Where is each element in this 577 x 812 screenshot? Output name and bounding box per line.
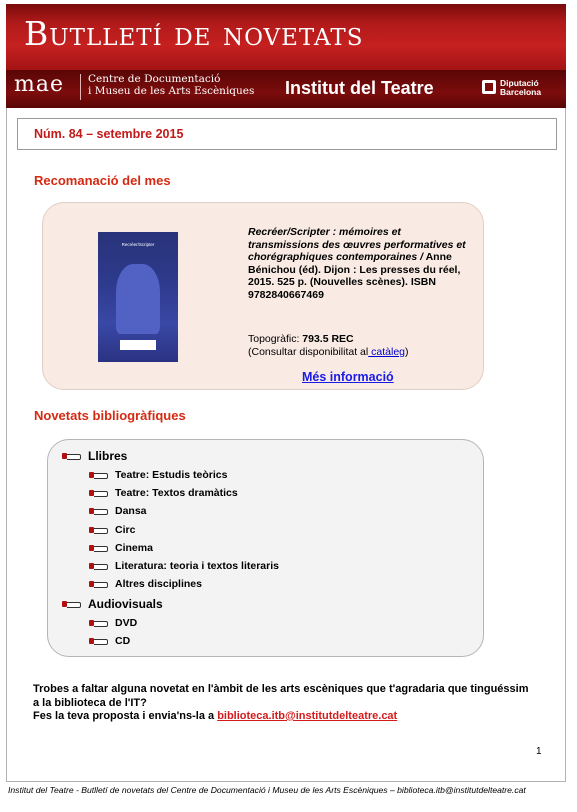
book-cover-image[interactable] <box>98 232 178 362</box>
cover-figure <box>116 264 160 334</box>
mae-logo: mae <box>14 72 64 97</box>
list-item-label: Teatre: Estudis teòrics <box>115 469 228 481</box>
pointing-hand-icon <box>62 452 80 460</box>
list-item[interactable] <box>89 524 135 536</box>
catalog-link[interactable]: catàleg <box>368 345 406 358</box>
list-item-label: Cinema <box>115 542 153 554</box>
centre-line2: i Museu de les Arts Escèniques <box>88 85 255 97</box>
novetats-heading: Novetats bibliogràfiques <box>34 408 186 423</box>
list-item-label: DVD <box>115 617 138 629</box>
list-item[interactable] <box>89 578 202 590</box>
list-item-label: CD <box>115 635 131 647</box>
pointing-hand-icon <box>89 526 107 534</box>
pointing-hand-icon <box>89 619 107 627</box>
issue-box <box>17 118 557 150</box>
institut-logo: Institut del Teatre <box>285 78 434 98</box>
book-record <box>248 226 470 302</box>
diputacio-line2: Barcelona <box>500 87 542 97</box>
book-title: Recréer/Scripter : mémoires et transmissions des œuvres performatives et chorégraphiques contemporaines / <box>248 226 466 264</box>
centre-name <box>88 73 254 97</box>
pointing-hand-icon <box>89 471 107 479</box>
proposal-question: Trobes a faltar alguna novetat en l'àmbit de les arts escèniques que t'agradaria que tinguéssim a la biblioteca de l'IT? <box>33 683 529 709</box>
pointing-hand-icon <box>89 544 107 552</box>
pointing-hand-icon <box>89 562 107 570</box>
list-item[interactable] <box>89 635 130 647</box>
diputacio-line1: Diputació <box>500 78 539 88</box>
topo-value: 793.5 REC <box>302 333 354 345</box>
barcode-label <box>120 340 156 350</box>
list-item[interactable] <box>89 487 238 499</box>
availability-suffix: ) <box>405 345 409 358</box>
proposal-prompt: Fes la teva proposta i envia'ns-la a <box>33 710 218 722</box>
list-item-label: Circ <box>115 524 136 536</box>
list-item-label: Teatre: Textos dramàtics <box>115 487 238 499</box>
issue-number: Núm. 84 – setembre 2015 <box>34 127 184 141</box>
more-info-link[interactable]: Més informació <box>302 370 394 384</box>
list-item-label: Audiovisuals <box>88 597 163 611</box>
proposal-call <box>33 710 533 724</box>
list-item[interactable] <box>89 469 227 481</box>
pointing-hand-icon <box>89 637 107 645</box>
list-item-label: Literatura: teoria i textos literaris <box>115 560 279 572</box>
centre-line1: Centre de Documentació <box>88 73 221 85</box>
list-item-llibres[interactable] <box>62 449 127 463</box>
pointing-hand-icon <box>89 507 107 515</box>
pointing-hand-icon <box>62 600 80 608</box>
list-item-audiovisuals[interactable] <box>62 597 163 611</box>
pointing-hand-icon <box>89 489 107 497</box>
footer: Institut del Teatre - Butlletí de novetats del Centre de Documentació i Museu de les Arts Escèniques – biblioteca.itb@institutdelteatre.cat <box>8 785 526 795</box>
proposal-text <box>33 683 533 724</box>
availability-prefix: (Consultar disponibilitat al <box>248 345 369 358</box>
list-item[interactable] <box>89 617 137 629</box>
topo-label: Topogràfic: <box>248 333 303 345</box>
list-item-label: Dansa <box>115 505 147 517</box>
bulletin-title: Butlletí de novetats <box>24 14 364 53</box>
book-details: Anne Bénichou (éd). Dijon : Les presses du réel, 2015. 525 p. (Nouvelles scènes). ISBN 9782840667469 <box>248 251 461 301</box>
logo-divider <box>80 74 81 100</box>
page-number: 1 <box>536 746 542 757</box>
list-item-label: Llibres <box>88 449 128 463</box>
shelfmark <box>248 333 409 358</box>
list-item-label: Altres disciplines <box>115 578 202 590</box>
pointing-hand-icon <box>89 580 107 588</box>
recommendation-heading: Recomanació del mes <box>34 173 171 188</box>
email-link[interactable]: biblioteca.itb@institutdelteatre.cat <box>217 710 398 722</box>
diputacio-icon <box>482 80 496 94</box>
list-item[interactable] <box>89 542 153 554</box>
list-item[interactable] <box>89 505 147 517</box>
cover-title: Recréer/Scripter <box>121 242 155 247</box>
diputacio-logo <box>500 79 541 97</box>
list-item[interactable] <box>89 560 279 572</box>
